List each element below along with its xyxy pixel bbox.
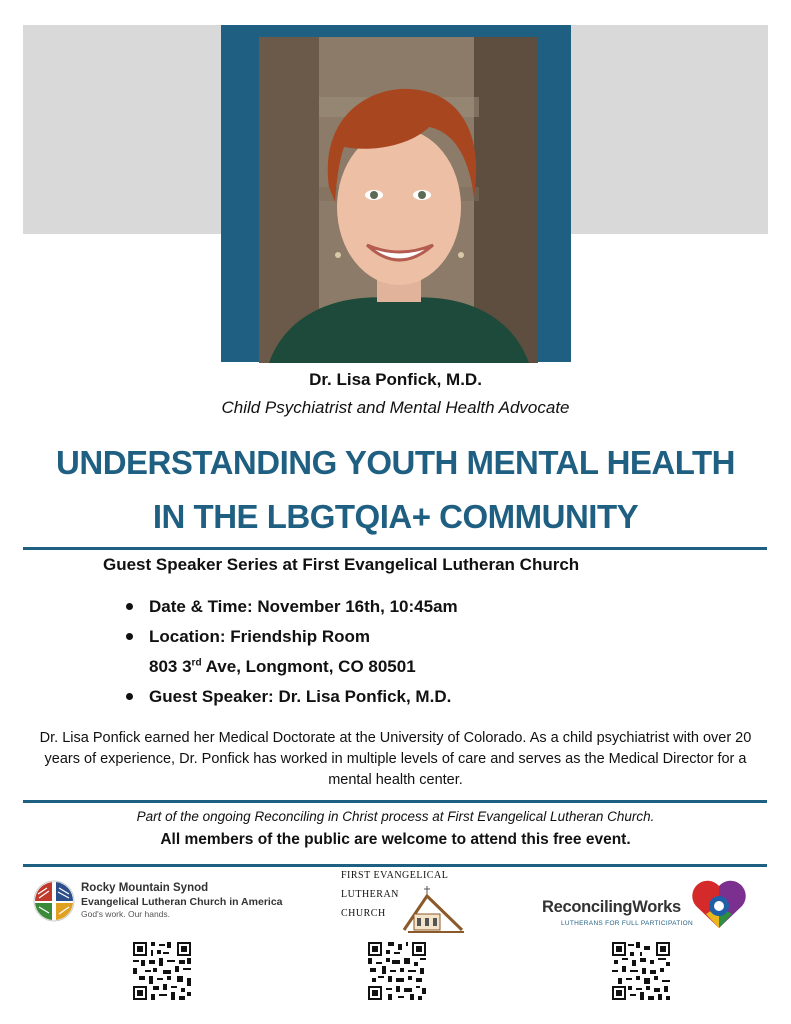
church-name-line-2: LUTHERAN [341, 889, 399, 900]
bullet-icon [126, 633, 133, 640]
rainbow-heart-icon [690, 876, 748, 932]
speaker-title: Child Psychiatrist and Mental Health Advocate [221, 398, 570, 417]
reconciling-works-tagline: LUTHERANS FOR FULL PARTICIPATION [561, 920, 694, 927]
welcome-message: All members of the public are welcome to attend this free event. [160, 831, 631, 848]
event-headline-line-1: UNDERSTANDING YOUTH MENTAL HEALTH [56, 444, 735, 481]
rocky-mountain-synod-logo [33, 878, 293, 928]
speaker-photo [259, 37, 538, 363]
list-item-guest-speaker [122, 682, 458, 712]
elca-cross-icon [33, 880, 75, 922]
church-name-line-3: CHURCH [341, 908, 386, 919]
series-subtitle: Guest Speaker Series at First Evangelical Lutheran Church [103, 555, 580, 574]
qr-code[interactable] [368, 942, 426, 1000]
list-item-address [122, 652, 458, 682]
date-time-text: Date & Time: November 16th, 10:45am [149, 597, 458, 616]
event-details-list [122, 592, 458, 712]
speaker-portrait-image [259, 37, 538, 363]
list-item-date-time [122, 592, 458, 622]
reconciling-works-logo [542, 876, 752, 932]
qr-code[interactable] [612, 942, 670, 1000]
event-headline-line-2: IN THE LBGTQIA+ COMMUNITY [152, 498, 639, 535]
elca-tagline: God's work. Our hands. [81, 909, 171, 919]
synod-name: Rocky Mountain Synod [81, 882, 209, 894]
divider-rule [23, 547, 767, 550]
process-note: Part of the ongoing Reconciling in Christ process at First Evangelical Lutheran Church. [136, 809, 655, 824]
qr-code-icon [612, 942, 670, 1000]
divider-rule [23, 864, 767, 867]
speaker-bio: Dr. Lisa Ponfick earned her Medical Doctorate at the University of Colorado. As a child psychiatrist with over 20 years of experience, Dr. Ponfick has worked in multiple levels of care and serves as the Medical Director for a mental health center. [39, 730, 752, 788]
reconciling-works-name: ReconcilingWorks [542, 898, 681, 916]
first-evangelical-lutheran-logo [338, 868, 468, 938]
qr-code-icon [368, 942, 426, 1000]
list-item-location [122, 622, 458, 652]
bullet-icon [126, 693, 133, 700]
qr-code-icon [133, 942, 191, 1000]
elca-name: Evangelical Lutheran Church in America [81, 896, 283, 908]
qr-code[interactable] [133, 942, 191, 1000]
divider-rule [23, 800, 767, 803]
guest-speaker-text: Guest Speaker: Dr. Lisa Ponfick, M.D. [149, 687, 452, 706]
church-name-line-1: FIRST EVANGELICAL [341, 870, 449, 881]
address-text: 803 3rd Ave, Longmont, CO 80501 [149, 657, 416, 676]
church-building-icon [396, 884, 466, 936]
speaker-name: Dr. Lisa Ponfick, M.D. [309, 370, 482, 389]
bullet-icon [126, 603, 133, 610]
location-text: Location: Friendship Room [149, 627, 370, 646]
speaker-photo-frame [221, 25, 571, 362]
